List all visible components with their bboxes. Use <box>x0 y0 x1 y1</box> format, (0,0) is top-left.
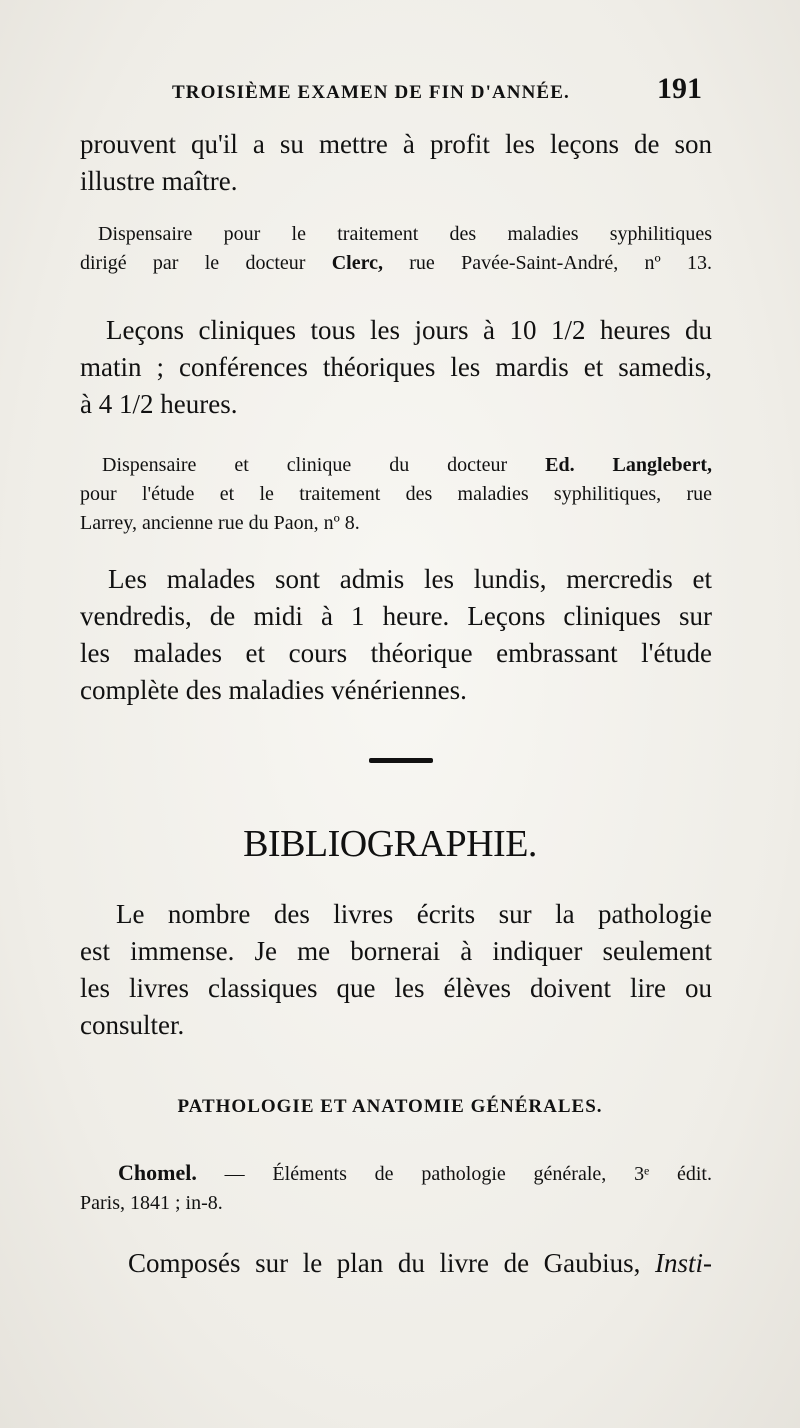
paragraph-bibliography-intro <box>80 896 712 1044</box>
text-line: à 4 1/2 heures. <box>80 389 238 419</box>
dispensaire-langlebert-entry <box>80 451 712 538</box>
text-fragment: — Éléments de pathologie générale, 3ᵉ édit. <box>196 1163 712 1185</box>
text-line <box>80 451 712 480</box>
dispensaire-clerc-entry <box>80 220 712 278</box>
text-line: vendredis, de midi à 1 heure. Leçons cliniques sur <box>80 601 712 631</box>
text-fragment: Composés sur le plan du livre de Gaubius, <box>128 1248 655 1278</box>
text-fragment: rue Pavée-Saint-André, nº 13. <box>382 252 712 274</box>
paragraph-langlebert-hours <box>80 561 712 709</box>
text-line: consulter. <box>80 1010 185 1040</box>
paragraph-gaubius <box>80 1245 712 1282</box>
section-title: BIBLIOGRAPHIE. <box>243 823 537 865</box>
text-line <box>80 249 712 278</box>
author-name: Chomel. <box>118 1160 197 1185</box>
text-line: prouvent qu'il a su mettre à profit les leçons de son <box>80 129 712 159</box>
text-line <box>80 1245 712 1282</box>
text-line: complète des maladies vénériennes. <box>80 675 467 705</box>
text-line <box>80 1158 712 1189</box>
text-fragment: dirigé par le docteur <box>80 252 332 274</box>
paragraph-clerc-hours <box>80 312 712 423</box>
doctor-name: Ed. Langlebert, <box>545 454 712 476</box>
subsection-title: PATHOLOGIE ET ANATOMIE GÉNÉRALES. <box>177 1096 603 1117</box>
doctor-name: Clerc, <box>331 252 383 274</box>
text-line: Larrey, ancienne rue du Paon, nº 8. <box>80 512 360 534</box>
text-line: matin ; conférences théoriques les mardis et samedis, <box>80 352 712 382</box>
text-line: Dispensaire pour le traitement des maladies syphilitiques <box>98 223 712 245</box>
text-line: les malades et cours théorique embrassant l'étude <box>80 638 712 668</box>
text-fragment: Dispensaire et clinique du docteur <box>102 454 546 476</box>
paragraph-continuation <box>80 126 712 200</box>
text-line: illustre maître. <box>80 166 238 196</box>
section-divider <box>369 758 433 763</box>
text-line: Leçons cliniques tous les jours à 10 1/2 heures du <box>106 315 712 345</box>
text-line: pour l'étude et le traitement des maladies syphilitiques, rue <box>80 483 712 505</box>
text-line: Paris, 1841 ; in-8. <box>80 1192 223 1214</box>
text-line: Les malades sont admis les lundis, mercredis et <box>108 564 712 594</box>
bibliography-entry-chomel <box>80 1158 712 1218</box>
text-line: est immense. Je me bornerai à indiquer seulement <box>80 936 712 966</box>
page-header <box>80 72 702 112</box>
text-line: Le nombre des livres écrits sur la pathologie <box>116 899 712 929</box>
page-number: 191 <box>657 72 702 105</box>
text-line: les livres classiques que les élèves doivent lire ou <box>80 973 712 1003</box>
running-head: TROISIÈME EXAMEN DE FIN D'ANNÉE. <box>172 82 570 103</box>
italic-fragment: Insti- <box>655 1248 712 1278</box>
